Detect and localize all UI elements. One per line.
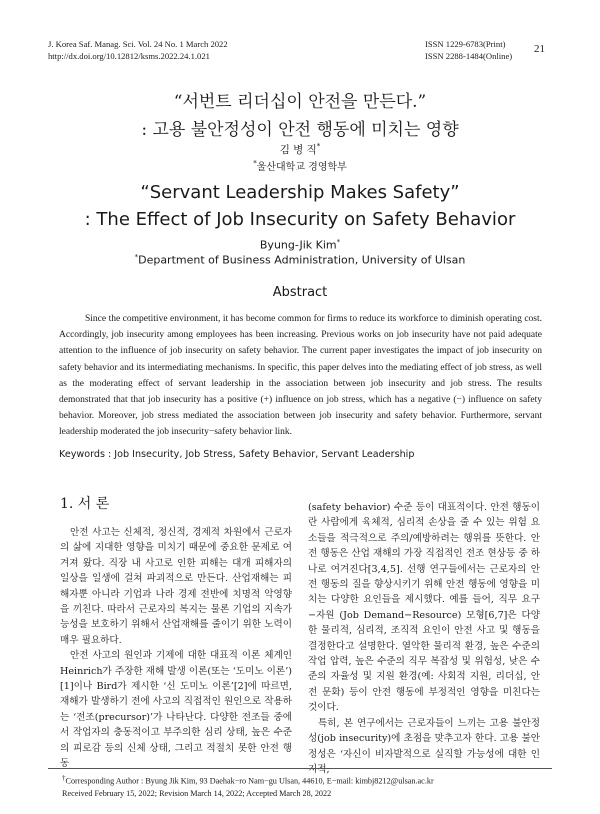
korean-affil-mark: * [253,159,257,168]
korean-title-line1: “서번트 리더십이 안전을 만든다.” [173,92,427,112]
english-author-name: Byung-Jik Kim [259,238,337,252]
corresponding-author [62,772,434,788]
footnote-mark: † [62,774,66,782]
english-affil-text: Department of Business Administration, University of Ulsan [138,253,466,267]
korean-author-name: 김 병 직 [279,144,317,156]
paragraph: (safety behavior) 수준 등이 대표적이다. 안전 행동이란 사람에게 육체적, 심리적 손상을 줄 수 있는 위험 요소들을 적극적으로 주의/예방하려는 행위를 뜻한다. 안전 행동은 산업 재해의 가장 직접적인 전조 현상등 중 하나로 여겨진다[3,4,5]. 선행 연구들에서는 근로자의 안전 행동의 질을 향상시키기 위해 안전 행동에 영향을 미치는 다양한 요인들을 제시했다. 예를 들어, 직무 요구−자원 (Job Demand−Resource) 모형[6,7]은 다양한 물리적, 심리적, 조직적 요인이 안전 사고 및 행동을 결정한다고 설명한다. 열악한 물리적 환경, 높은 수준의 작업 압력, 높은 수준의 직무 복잡성 및 위험성, 낮은 수준의 자율성 및 지원 환경(예: 사회적 지원, 리더십, 안전 문화) 등이 안전 행동에 부정적인 영향을 미친다는 것이다. [308,502,540,714]
issn-block [425,38,512,62]
received-dates: Received February 15, 2022; Revision March 14, 2022; Accepted March 28, 2022 [62,788,332,798]
footnote-divider [48,768,552,769]
english-affil-mark: * [134,253,139,261]
korean-author [0,142,600,157]
paragraph: 안전 사고는 신체적, 정신적, 경제적 차원에서 근로자의 삶에 지대한 영향을 미치기 때문에 중요한 문제로 여겨져 왔다. 직장 내 사고로 인한 피해는 대개 피해자의 일상을 일생에 걸쳐 파괴적으로 만든다. 산업재해는 피해자뿐 아니라 기업과 나라 경제 전반에 치명적 악영향을 끼친다. 따라서 근로자의 복지는 물론 기업의 지속가능성을 보호하기 위해서 산업재해를 줄이기 위한 노력이 매우 필요하다. [60,527,292,646]
journal-citation: J. Korea Saf. Manag. Sci. Vol. 24 No. 1 March 2022 [48,39,228,49]
issn-print: ISSN 1229-6783(Print) [425,39,506,49]
page-number: 21 [534,43,545,55]
english-author-mark: * [336,238,341,246]
english-author [0,238,600,252]
paragraph: 특히, 본 연구에서는 근로자들이 느끼는 고용 불안정성(job insecurity)에 초점을 맞추고자 한다. 고용 불안정성은 ‘자신이 비자발적으로 실직할 가능성에 대한 인지적, [308,717,540,775]
journal-header [48,38,228,62]
korean-author-mark: * [316,142,321,151]
korean-affiliation [0,158,600,173]
abstract-body [59,311,542,441]
paragraph: 안전 사고의 원인과 기제에 대한 대표적 이론 체계인 Heinrich가 주장한 재해 발생 이론(또는 ‘도미노 이론’) [1]이나 Bird가 제시한 ‘신 도미노 이론’[2]에 따르면, 재해가 발생하기 전에 사고의 직접적인 원인으로 작용하는 ‘전조(precursor)’가 나타난다. 다양한 전조들 중에서 작업자의 충동적이고 부주의한 심리 상태, 높은 수준의 피로감 등의 신체 상태, 그리고 적절치 못한 안전 행동 [60,650,292,770]
keywords: Keywords : Job Insecurity, Job Stress, Safety Behavior, Servant Leadership [59,449,415,460]
english-affiliation [0,253,600,267]
english-title-line2: : The Effect of Job Insecurity on Safety Behavior [84,209,516,230]
korean-affil-text: 울산대학교 경영학부 [256,162,347,173]
english-title-line1: “Servant Leadership Makes Safety” [140,182,460,203]
doi-link[interactable]: http://dx.doi.org/10.12812/ksms.2022.24.1.021 [48,51,210,61]
right-column [308,500,540,777]
section-heading: 1. 서 론 [60,496,110,512]
korean-title-line2: : 고용 불안정성이 안전 행동에 미치는 영향 [141,120,459,140]
footnote [62,772,434,800]
left-column [60,525,292,772]
corresponding-author-text: Corresponding Author : Byung Jik Kim, 93 Daehak−ro Nam−gu Ulsan, 44610, E−mail: kimbj8212@ulsan.ac.kr [65,776,434,786]
abstract-text: Since the competitive environment, it has become common for firms to reduce its workforce to diminish operating cost. Accordingly, job insecurity among employees has been increasing. Previous works on job insecurity have not paid adequate attention to the influence of job insecurity on safety behavior. The current paper investigates the impact of job insecurity on safety behavior and its intermediating mechanisms. In specific, this paper delves into the mediating effect of job stress, as well as the moderating effect of servant leadership in the association between job insecurity and job stress. The results demonstrated that that job insecurity has a positive (+) influence on job stress, which has a negative (−) influence on safety behavior. Moreover, job stress mediated the association between job insecurity and safety behavior. Furthermore, servant leadership moderated the job insecurity−safety behavior link. [59,314,542,438]
abstract-heading: Abstract [272,285,328,300]
issn-online: ISSN 2288-1484(Online) [425,51,513,61]
